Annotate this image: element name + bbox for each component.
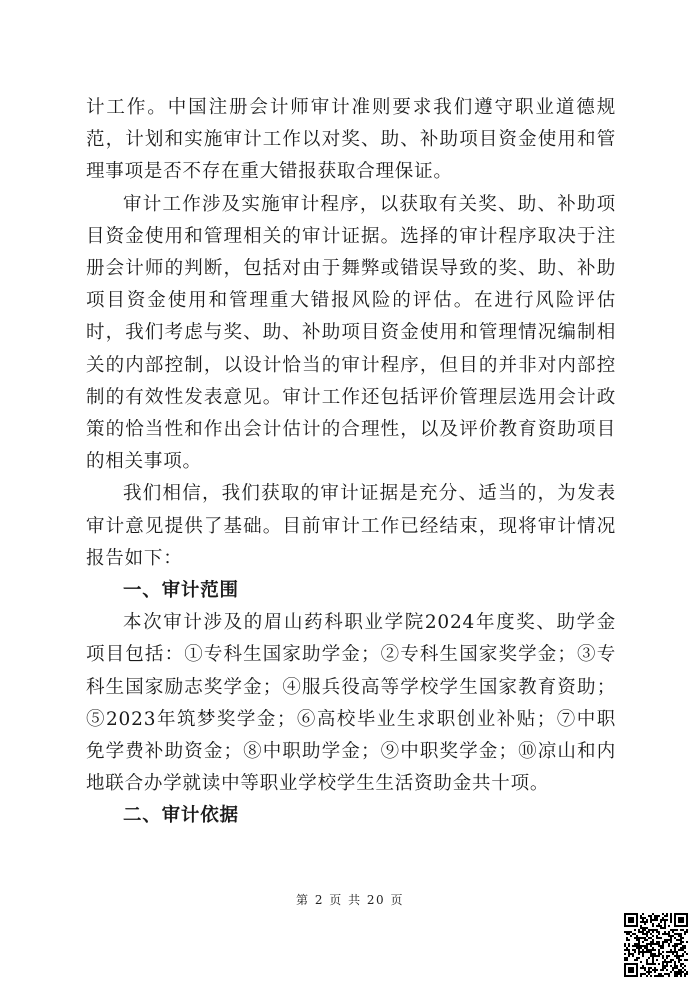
paragraph-audit-scope: 本次审计涉及的眉山药科职业学院2024年度奖、助学金项目包括：①专科生国家助学金；②专科生国家奖学金；③专科生国家励志奖学金；④服兵役高等学校学生国家教育资助；⑤2023年筑梦奖学金；⑥高校毕业生求职创业补贴；⑦中职免学费补助资金；⑧中职助学金；⑨中职奖学金；⑩凉山和内地联合办学就读中等职业学校学生生活资助金共十项。 bbox=[86, 612, 616, 795]
heading-audit-scope: 一、审计范围 bbox=[123, 580, 239, 602]
qr-code-icon bbox=[624, 913, 688, 977]
paragraph-continuation: 计工作。中国注册会计师审计准则要求我们遵守职业道德规范，计划和实施审计工作以对奖、助、补助项目资金使用和管理事项是否不存在重大错报获取合理保证。 bbox=[86, 97, 616, 183]
paragraph-audit-procedures: 审计工作涉及实施审计程序，以获取有关奖、助、补助项目资金使用和管理相关的审计证据。选择的审计程序取决于注册会计师的判断，包括对由于舞弊或错误导致的奖、助、补助项目资金使用和管理重大错报风险的评估。在进行风险评估时，我们考虑与奖、助、补助项目资金使用和管理情况编制相关的内部控制，以设计恰当的审计程序，但目的并非对内部控制的有效性发表意见。审计工作还包括评价管理层选用会计政策的恰当性和作出会计估计的合理性，以及评价教育资助项目的相关事项。 bbox=[86, 193, 616, 473]
document-body bbox=[86, 92, 616, 833]
heading-audit-basis: 二、审计依据 bbox=[123, 805, 239, 827]
page-number: 第 2 页 共 20 页 bbox=[296, 893, 404, 907]
paragraph-audit-evidence: 我们相信，我们获取的审计证据是充分、适当的，为发表审计意见提供了基础。目前审计工作已经结束，现将审计情况报告如下： bbox=[86, 483, 616, 569]
